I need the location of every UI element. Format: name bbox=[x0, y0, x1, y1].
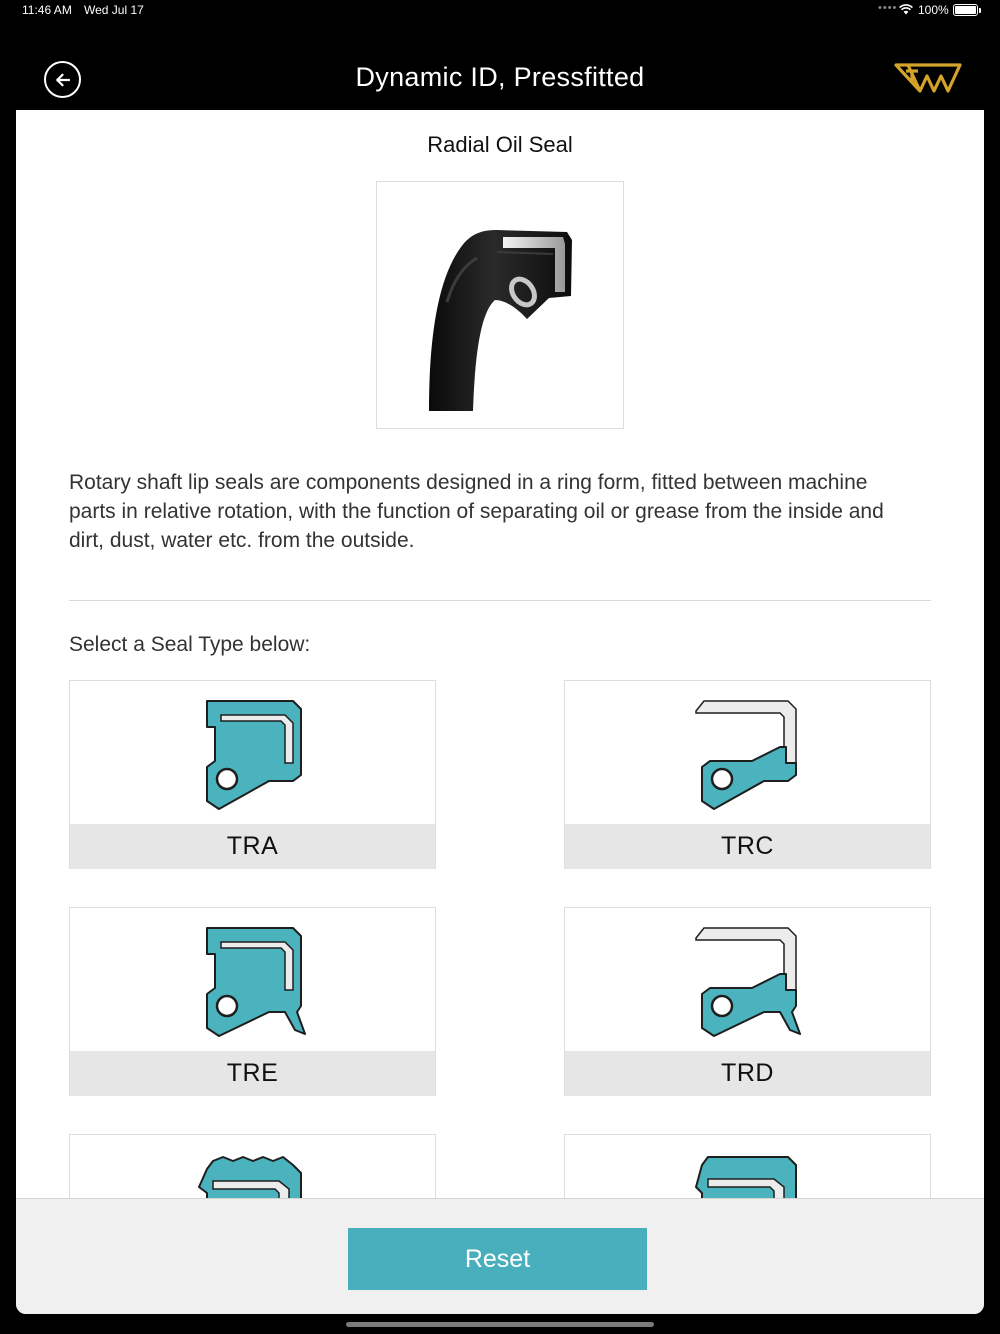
status-bar bbox=[0, 0, 1000, 22]
seal-tre-icon bbox=[70, 908, 435, 1051]
seal-trc-icon bbox=[565, 681, 930, 824]
seal-type-label: TRE bbox=[70, 1051, 435, 1096]
signal-icon: •••• bbox=[878, 2, 898, 14]
brand-logo-icon bbox=[894, 62, 962, 99]
status-time: 11:46 AM bbox=[22, 3, 72, 17]
footer-bar bbox=[16, 1198, 984, 1314]
divider bbox=[69, 600, 931, 601]
seal-type-card-tra[interactable] bbox=[69, 680, 436, 869]
page-title: Dynamic ID, Pressfitted bbox=[355, 62, 645, 92]
seal-type-card-tre[interactable] bbox=[69, 907, 436, 1096]
product-image bbox=[376, 181, 624, 429]
seal-type-label: TRA bbox=[70, 824, 435, 869]
seal-type-card-trd[interactable] bbox=[564, 907, 931, 1096]
battery-percent: 100% bbox=[918, 3, 949, 17]
product-name: Radial Oil Seal bbox=[427, 132, 573, 157]
home-indicator[interactable] bbox=[346, 1322, 654, 1327]
reset-button[interactable]: Reset bbox=[348, 1228, 647, 1290]
seal-type-label: TRD bbox=[565, 1051, 930, 1096]
nav-bar bbox=[0, 22, 1000, 110]
battery-icon bbox=[953, 4, 978, 16]
seal-type-label: TRC bbox=[565, 824, 930, 869]
seal-tra-icon bbox=[70, 681, 435, 824]
status-date: Wed Jul 17 bbox=[84, 3, 144, 17]
product-description: Rotary shaft lip seals are components designed in a ring form, fitted between machine parts in relative rotation, with the function of separating oil or grease from the inside and dirt, dust, water etc. from the outside. bbox=[69, 471, 884, 552]
seal-type-prompt: Select a Seal Type below: bbox=[69, 633, 311, 656]
wifi-icon bbox=[899, 4, 913, 18]
content-panel bbox=[16, 110, 984, 1314]
seal-type-card-trc[interactable] bbox=[564, 680, 931, 869]
seal-trd-icon bbox=[565, 908, 930, 1051]
